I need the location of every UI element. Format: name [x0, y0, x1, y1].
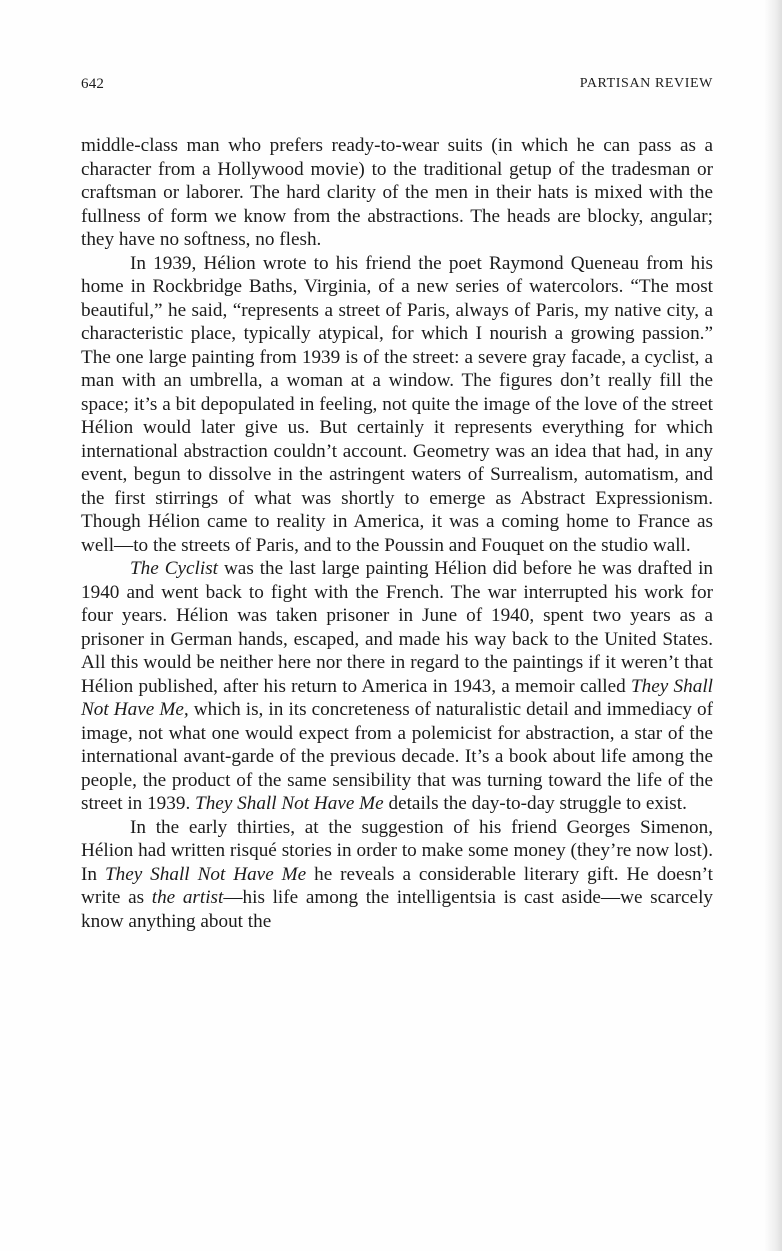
paragraph-4-text-2: he reveals a considerable literary gift. He doesn’t write as: [81, 863, 713, 908]
paragraph-3-text-3: details the day-to-day struggle to exist.: [383, 793, 687, 814]
page-number: 642: [81, 76, 105, 92]
page-edge-shadow: [764, 0, 782, 1251]
book-title: They Shall Not Have Me,: [81, 675, 713, 720]
body-text: [81, 134, 713, 933]
page-header: [81, 76, 713, 100]
paragraph-3-text-2: which is, in its concreteness of naturalistic detail and immediacy of image, not what one would expect from a polemicist for abstraction, a star of the international avant-garde of the previous decade. It’s a book about life among the people, the product of the same sensibility that was turning toward the life of the street in 1939.: [81, 699, 713, 814]
paragraph-1: middle-class man who prefers ready-to-wear suits (in which he can pass as a character from a Hollywood movie) to the traditional getup of the tradesman or craftsman or laborer. The hard clarity of the men in their hats is mixed with the fullness of form we know from the abstractions. The heads are blocky, angular; they have no softness, no flesh.: [81, 135, 713, 250]
emphasis: the artist: [151, 887, 224, 908]
book-title: The Cyclist: [130, 558, 219, 579]
paragraph-4-text-1: In the early thirties, at the suggestion of his friend Georges Simenon, Hélion had written risqué stories in order to make some money (they’re now lost). In: [81, 816, 713, 885]
book-title: They Shall Not Have Me: [195, 793, 384, 814]
book-title: They Shall Not Have Me: [104, 863, 307, 885]
paragraph-2: In 1939, Hélion wrote to his friend the poet Raymond Queneau from his home in Rockbridge Baths, Virginia, of a new series of watercolors. “The most beautiful,” he said, “represents a street of Paris, always of Paris, my native city, a characteristic place, typically atypical, for which I nourish a growing passion.” The one large painting from 1939 is of the street: a severe gray facade, a cyclist, a man with an umbrella, a woman at a window. The figures don’t really fill the space; it’s a bit depopulated in feeling, not quite the image of the love of the street Hélion would later give us. But certainly it represents everything for which international abstraction couldn’t account. Geometry was an idea that had, in any event, begun to dissolve in the astringent waters of Surrealism, automatism, and the first stirrings of what was shortly to emerge as Abstract Expressionism. Though Hélion came to reality in America, it was a coming home to France as well—to the streets of Paris, and to the Poussin and Fouquet on the studio wall.: [81, 252, 713, 556]
paragraph-3-text-1: was the last large painting Hélion did before he was drafted in 1940 and went back to fight with the French. The war interrupted his work for four years. Hélion was taken prisoner in June of 1940, spent two years as a prisoner in German hands, escaped, and made his way back to the United States. All this would be neither here nor there in regard to the paintings if it weren’t that Hélion published, after his return to America in 1943, a memoir called: [81, 558, 713, 697]
paragraph-4-text-3: —his life among the intelligentsia is cast aside—we scarcely know anything about the: [81, 887, 713, 932]
running-head: PARTISAN REVIEW: [579, 76, 713, 91]
paragraph-4: [81, 816, 713, 934]
paragraph-3: [81, 557, 713, 816]
